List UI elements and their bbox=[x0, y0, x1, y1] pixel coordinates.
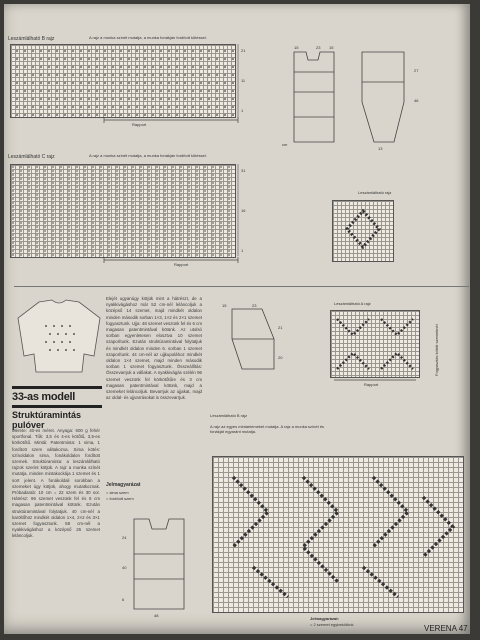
chart-a-rapport-bracket bbox=[330, 377, 430, 389]
schematic-middle bbox=[212, 299, 302, 379]
chart-a-side-note: Fogyasztás kötött szemeknél bbox=[434, 324, 439, 376]
svg-text:16: 16 bbox=[241, 208, 246, 213]
svg-text:40: 40 bbox=[122, 565, 127, 570]
svg-text:23: 23 bbox=[316, 45, 321, 50]
chart2-title: Leszámlálható C rajz bbox=[8, 154, 55, 160]
model-heading bbox=[12, 384, 102, 430]
small-chart-motif bbox=[333, 201, 393, 261]
small-chart-grid bbox=[332, 200, 394, 262]
instructions-column-2: Elejét ugyanúgy kötjük mint a hátrészt, de a nyakkivágáshoz már 52 cm-nél leláncoljuk a középső 14 szemet, majd mindkét oldalon minden második sorban 1×3, 1×2 és 2×1 szemet fogyasztunk. Ujja: 48 szemet veszünk fel és 6 cm magasan patentmintával kötünk. Az utolsó sorban egyenletesen elosztva 10 szemet szaporítunk. Ezután struktúramintával folytatjuk és mindkét oldalon minden 6. sorban 1 szemet szaporítunk. 44 cm-nél az ujjkupolához mindkét oldalon 1×4 szemet, majd minden második sorban 1 szemet fogyasztunk. Összeállítás: Összevarrjuk a vállakat. A nyakkivágás szélén 96 szemet veszünk fel körkötőtűre és 3 cm magasan patentmintával kötünk, majd a szemeket leláncoljuk. Bevarrjuk az ujjakat, majd az oldal- és ujjvarrásokat is összevarrjuk. bbox=[106, 296, 202, 401]
chart2-rapport-bracket bbox=[10, 257, 240, 271]
model-number: 33-as modell bbox=[12, 391, 76, 403]
chart-b-note: A rajz az egyes mintaelemeket mutatja. A rajz a munka színét és fonákját egyaránt mutatja. bbox=[210, 424, 325, 434]
chart1-title: Leszámlálható B rajz bbox=[8, 36, 55, 42]
chart1-rapport-bracket bbox=[10, 117, 240, 131]
svg-text:6: 6 bbox=[122, 597, 125, 602]
model-title-line1: Struktúramintás bbox=[12, 410, 82, 420]
heading-bar-top bbox=[12, 386, 102, 389]
svg-text:13: 13 bbox=[378, 146, 383, 151]
chart1-pattern bbox=[11, 45, 235, 117]
sweater-illustration bbox=[14, 296, 104, 376]
chart2-note: A rajz a munka színét mutatja, a munka fonákján fordított kötéssel. bbox=[89, 153, 207, 158]
svg-text:15: 15 bbox=[222, 303, 227, 308]
svg-text:46: 46 bbox=[414, 98, 419, 103]
chart1-row-numbers bbox=[236, 42, 266, 122]
schematic-bottom bbox=[114, 509, 214, 619]
svg-text:15: 15 bbox=[294, 45, 299, 50]
chart-a-title: Leszámlálható A rajz bbox=[334, 301, 371, 306]
section-divider bbox=[14, 286, 469, 287]
schematic-top bbox=[274, 42, 454, 152]
chart-b-title: Leszámlálható B rajz bbox=[210, 413, 248, 418]
heading-bar-mid bbox=[12, 405, 102, 408]
svg-text:23: 23 bbox=[252, 303, 257, 308]
chart1-grid bbox=[10, 44, 236, 118]
svg-text:21: 21 bbox=[278, 325, 283, 330]
legend2-title: Jelmagyarázat: bbox=[310, 616, 339, 621]
page-footer bbox=[424, 624, 468, 633]
legend-title: Jelmagyarázat bbox=[106, 482, 141, 488]
chart2-grid bbox=[10, 164, 236, 258]
svg-text:31: 31 bbox=[241, 168, 246, 173]
svg-text:20: 20 bbox=[278, 355, 283, 360]
svg-text:1: 1 bbox=[241, 108, 244, 113]
legend-item-1: = sima szem bbox=[106, 490, 129, 495]
chart-b-grid bbox=[212, 456, 464, 613]
svg-text:cm: cm bbox=[282, 142, 288, 147]
chart2-rapport: Rapport bbox=[174, 262, 189, 267]
svg-text:48: 48 bbox=[154, 613, 159, 618]
chart1-rapport: Rapport bbox=[132, 122, 147, 127]
chart2-pattern bbox=[11, 165, 235, 257]
page-number: 47 bbox=[458, 624, 468, 633]
svg-text:24: 24 bbox=[122, 535, 127, 540]
chart-a-motif bbox=[331, 311, 419, 377]
small-chart-title: Leszámlálható rajz bbox=[358, 190, 392, 195]
magazine-page bbox=[4, 4, 470, 634]
chart2-row-numbers bbox=[236, 162, 266, 262]
chart-a-grid bbox=[330, 310, 420, 378]
svg-text:15: 15 bbox=[329, 45, 334, 50]
instructions-column-1: Mérete: 40-es méret. Anyaga: 600 g fehér sportfonal. Tűk: 3,5 és 4-es kötőtű, 3,5-es körkötőtű. Mintái: Patentminta: 1 sima, 1 fordított szem váltakozva. Sima kötés: színoldalon sima, fonákoldalon fordított szemek. Struktúraminta: a leszámlálható rajzok szerint kötjük. A rajz a munka színét mutatja, minden mintakockája 1 szemet és 1 sort jelent. A fonákoldali sorokban a szemeket úgy kötjük, ahogy mutatkoznak. Próbadarab: 10 cm = 22 szem és 30 sor. Hátrész: 96 szemet veszünk fel és 6 cm magasan patentmintával kötünk. Ezután struktúramintával folytatjuk. 40 cm-nél a karöltőhöz mindkét oldalon 1×4, 2×2 és 3×1 szemet fogyasztunk. 58 cm-nél a nyakkivágáshoz a középső 26 szemet leláncoljuk. bbox=[12, 428, 100, 539]
svg-text:27: 27 bbox=[414, 68, 419, 73]
magazine-name: VERENA bbox=[424, 624, 457, 633]
model-title-line2: pulóver bbox=[12, 420, 45, 430]
legend-item-2: = fordított szem bbox=[106, 496, 134, 501]
chart1-note: A rajz a munka színét mutatja, a munka fonákján fordított kötéssel. bbox=[89, 35, 207, 40]
svg-text:1: 1 bbox=[241, 248, 244, 253]
svg-text:11: 11 bbox=[241, 78, 246, 83]
chart-a-rapport: Rapport bbox=[364, 382, 379, 387]
svg-text:21: 21 bbox=[241, 48, 246, 53]
chart-b-motif bbox=[213, 457, 463, 612]
legend2-item-3: = 2 szemet egybekötünk bbox=[310, 622, 354, 627]
